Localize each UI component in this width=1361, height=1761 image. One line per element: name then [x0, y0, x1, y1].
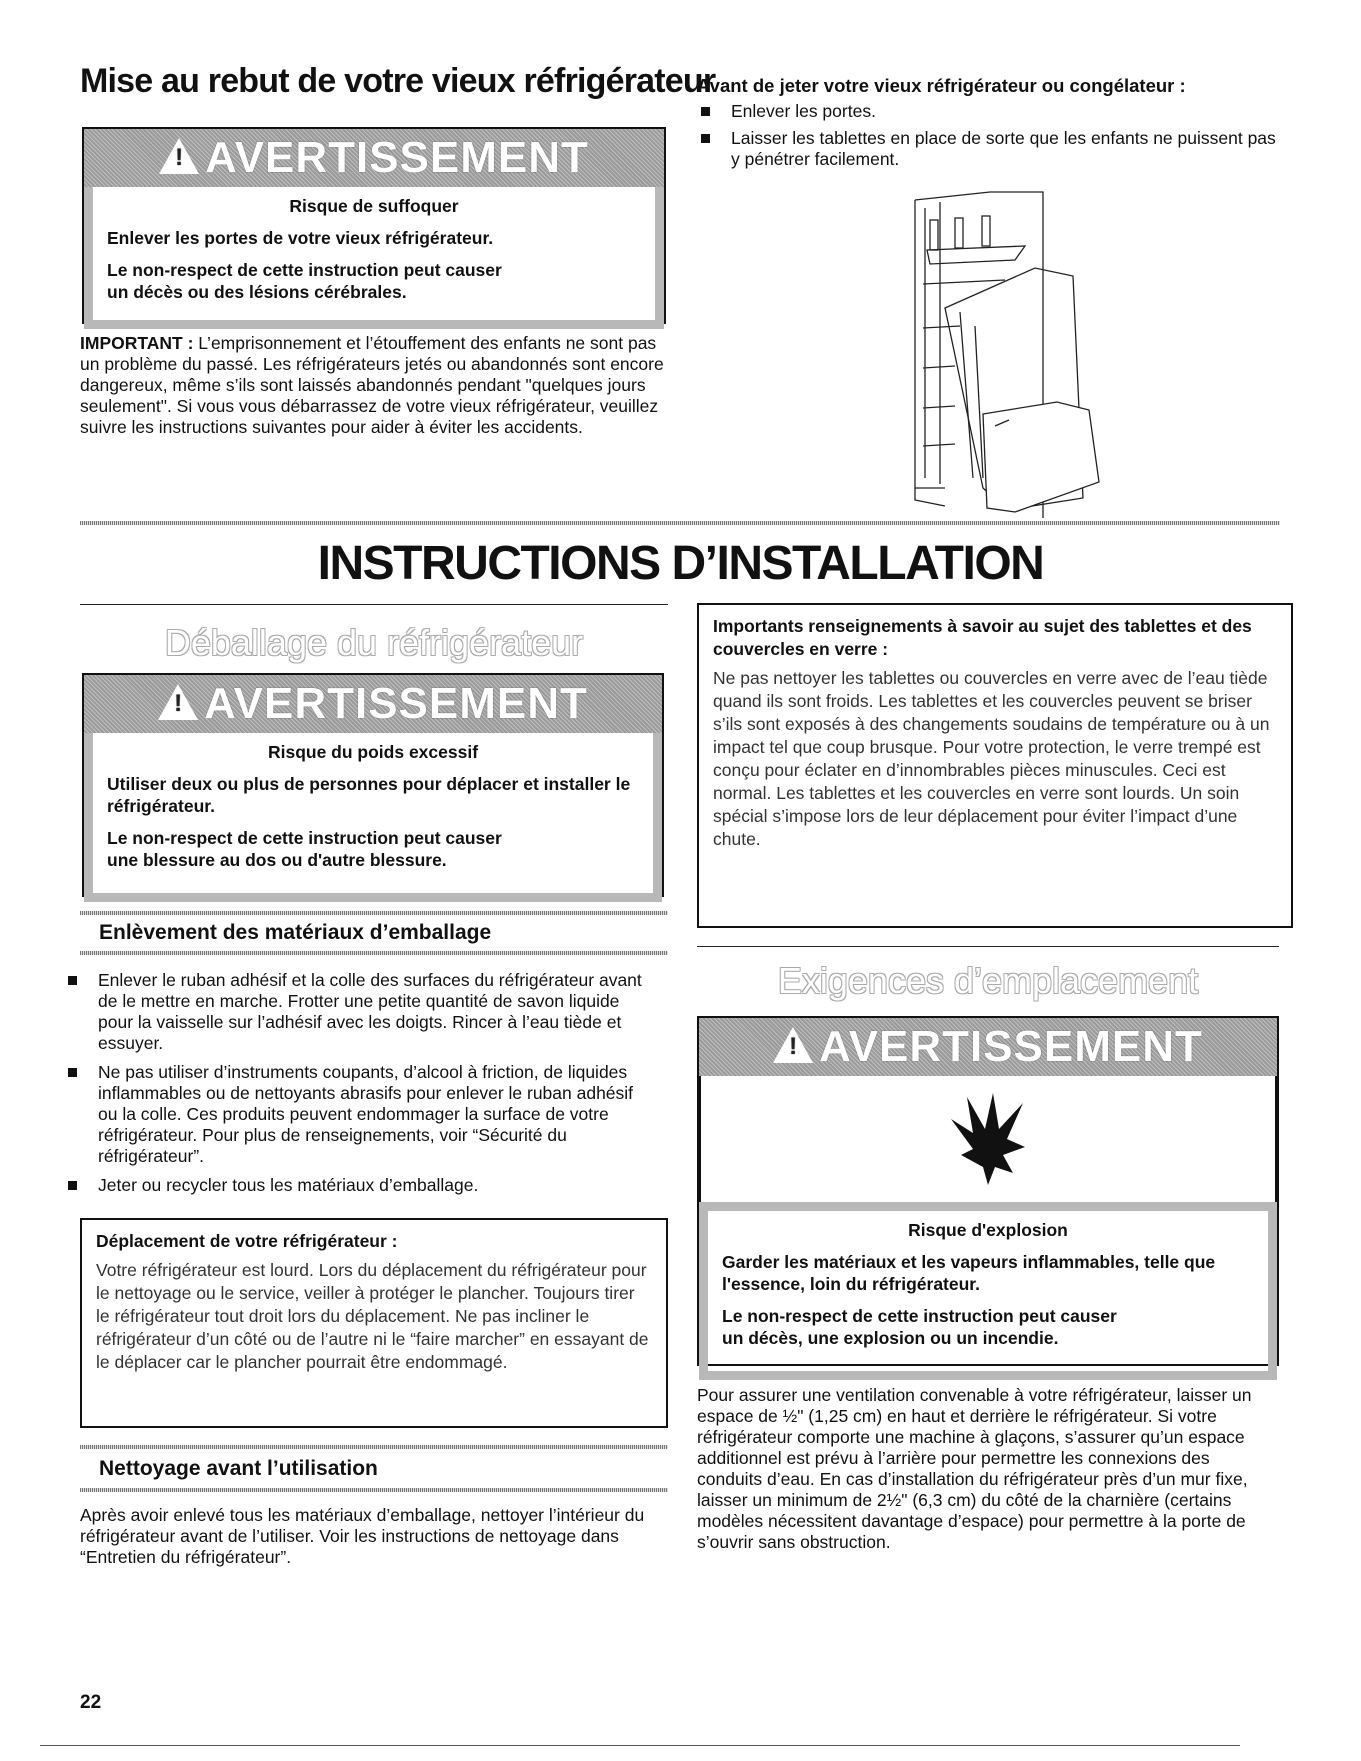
- refrigerator-doors-removed-illustration: [885, 188, 1100, 518]
- page-number: 22: [80, 1692, 102, 1713]
- section-divider: [80, 1488, 668, 1492]
- before-disposal-list: [697, 101, 1277, 176]
- important-label: IMPORTANT :: [80, 333, 194, 353]
- location-text: Pour assurer une ventilation convenable à votre réfrigérateur, laisser un espace de ½" (1,25 cm) en haut et derrière le réfrigérateur. Si votre réfrigérateur comporte une machine à glaçons, s’assurer qu’un espace additionnel est prévu à l’arrière pour permettre les connexions des conduits d’eau. En cas d’installation du réfrigérateur près d’un mur fixe, laisser un minimum de 2½" (6,3 cm) du côté de la charnière (certains modèles nécessitent davantage d’espace) pour permettre à la porte de s’ouvrir sans obstruction.: [697, 1385, 1252, 1552]
- warning-triangle-icon: [158, 684, 198, 720]
- list-item: Ne pas utiliser d’instruments coupants, d’alcool à friction, de liquides inflammables ou de nettoyants abrasifs pour enlever le ruban adhésif ou la colle. Ces produits peuvent endommager la surface de votre réfrigérateur. Pour plus de renseignements, voir “Sécurité du réfrigérateur”.: [64, 1062, 654, 1167]
- section-divider: [80, 911, 668, 915]
- warning-banner: [84, 675, 662, 733]
- important-text: L’emprisonnement et l’étouffement des enfants ne sont pas un problème du passé. Les réfrigérateurs jetés ou abandonnés sont encore dangereux, même s’ils sont laissés abandonnés pendant "quelques jours seulement". Si vous vous débarrassez de votre vieux réfrigérateur, veuillez suivre les instructions suivantes pour aider à éviter les accidents.: [80, 333, 664, 437]
- explosion-warning-box: [697, 1016, 1279, 1366]
- footer-rule: [40, 1745, 1240, 1746]
- warning-label: AVERTISSEMENT: [819, 1022, 1203, 1071]
- glass-text: Ne pas nettoyer les tablettes ou couvercles en verre avec de l’eau tiède quand ils sont froids. Les tablettes et les couvercles peuvent se briser s’ils sont exposés à des changements soudains de température ou à un impact tel que coup brusque. Pour votre protection, le verre trempé est conçu pour éclater en d’innombrables pièces minuscules. Ceci est normal. Les tablettes et les couvercles en verre sont lourds. Un soin spécial s’impose lors de leur déplacement pour éviter l’impact d’une chute.: [713, 668, 1270, 849]
- list-item: Jeter ou recycler tous les matériaux d’emballage.: [64, 1175, 654, 1196]
- list-item: Enlever le ruban adhésif et la colle des surfaces du réfrigérateur avant de le mettre en marche. Frotter une petite quantité de savon liquide pour la vaisselle sur l’adhésif avec les doigts. Rincer à l’eau tiède et essuyer.: [64, 970, 654, 1054]
- column-rule: [80, 604, 668, 605]
- suffocation-warning-box: [82, 127, 666, 324]
- packaging-removal-list: [64, 970, 654, 1202]
- warning-banner: [84, 129, 664, 187]
- location-title: Exigences d’emplacement: [777, 960, 1199, 1001]
- important-paragraph: [80, 333, 668, 438]
- cleaning-text: Après avoir enlevé tous les matériaux d’emballage, nettoyer l’intérieur du réfrigérateur avant de l’utiliser. Voir les instructions de nettoyage dans “Entretien du réfrigérateur”.: [80, 1505, 645, 1567]
- unpacking-title: Déballage du réfrigérateur: [164, 622, 584, 663]
- explosion-icon: [943, 1089, 1033, 1189]
- warning-consequence-2: un décès, une explosion ou un incendie.: [722, 1328, 1059, 1348]
- moving-heading: Déplacement de votre réfrigérateur :: [96, 1231, 398, 1251]
- list-item: Laisser les tablettes en place de sorte que les enfants ne puissent pas y pénétrer facilement.: [697, 128, 1277, 170]
- column-rule: [697, 946, 1279, 947]
- warning-label: AVERTISSEMENT: [204, 679, 588, 728]
- moving-text: Votre réfrigérateur est lourd. Lors du déplacement du réfrigérateur pour le nettoyage ou le service, veiller à protéger le plancher. Toujours tirer le réfrigérateur tout droit lors du déplacement. Ne pas incliner le réfrigérateur d’un côté ou de l’autre ni le “faire marcher” en essayant de le déplacer car le plancher pourrait être endommagé.: [96, 1260, 649, 1372]
- warning-consequence-2: une blessure au dos ou d'autre blessure.: [107, 850, 447, 870]
- warning-consequence-1: Le non-respect de cette instruction peut causer: [107, 260, 502, 280]
- warning-banner: [699, 1018, 1277, 1076]
- moving-info-box: [80, 1218, 668, 1428]
- warning-consequence-2: un décès ou des lésions cérébrales.: [107, 282, 407, 302]
- warning-triangle-icon: [773, 1027, 813, 1063]
- section-divider: [80, 521, 1280, 525]
- weight-warning-box: [82, 673, 664, 897]
- warning-instruction: Enlever les portes de votre vieux réfrigérateur.: [107, 228, 494, 248]
- before-disposal-heading: Avant de jeter votre vieux réfrigérateur ou congélateur :: [697, 75, 1186, 96]
- warning-consequence-1: Le non-respect de cette instruction peut causer: [722, 1306, 1117, 1326]
- explosion-symbol-area: [699, 1076, 1277, 1202]
- warning-hazard: Risque d'explosion: [908, 1220, 1068, 1240]
- section-divider: [80, 1445, 668, 1449]
- warning-triangle-icon: [159, 138, 199, 174]
- glass-heading: Importants renseignements à savoir au sujet des tablettes et des couvercles en verre :: [713, 616, 1252, 659]
- warning-hazard: Risque de suffoquer: [289, 196, 459, 216]
- warning-instruction: Utiliser deux ou plus de personnes pour déplacer et installer le réfrigérateur.: [107, 774, 631, 816]
- disposal-title: Mise au rebut de votre vieux réfrigérateur: [80, 62, 716, 100]
- page-title: INSTRUCTIONS D’INSTALLATION: [317, 537, 1044, 590]
- warning-label: AVERTISSEMENT: [205, 133, 589, 182]
- warning-instruction: Garder les matériaux et les vapeurs inflammables, telle que l'essence, loin du réfrigérateur.: [722, 1252, 1216, 1294]
- glass-info-box: [697, 603, 1293, 928]
- list-item: Enlever les portes.: [697, 101, 1277, 122]
- packaging-removal-heading: Enlèvement des matériaux d’emballage: [99, 921, 492, 944]
- warning-consequence-1: Le non-respect de cette instruction peut causer: [107, 828, 502, 848]
- cleaning-heading: Nettoyage avant l’utilisation: [99, 1457, 378, 1480]
- section-divider: [80, 951, 668, 955]
- warning-hazard: Risque du poids excessif: [267, 742, 479, 762]
